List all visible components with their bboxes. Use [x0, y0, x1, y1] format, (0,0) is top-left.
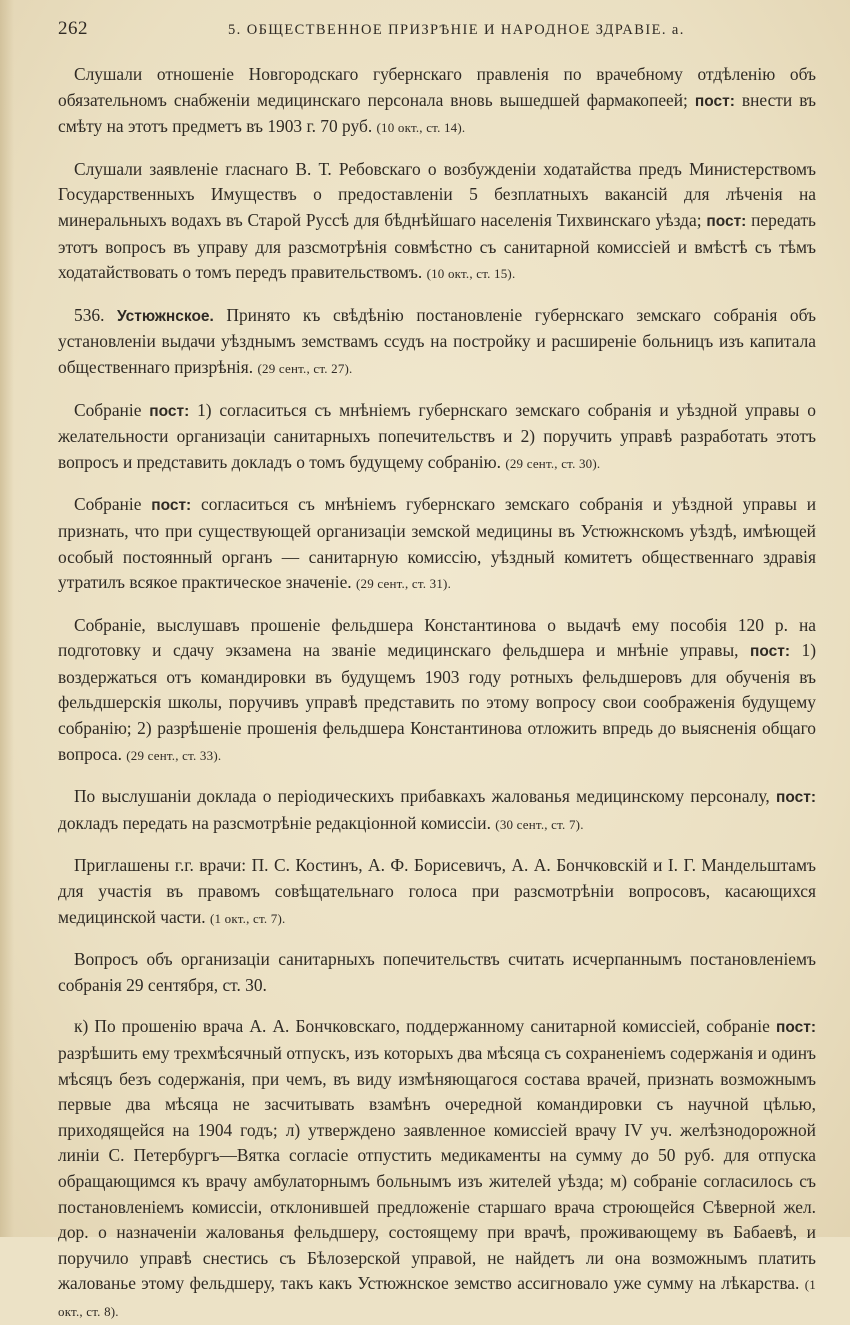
keyword: пост: — [706, 212, 747, 230]
paragraph-text: Вопросъ объ организаціи санитарныхъ попечительствъ считать исчерпаннымъ постановленіемъ собранія 29 сентября, ст. 30. — [58, 949, 816, 995]
paragraph-text: 536. — [74, 304, 118, 325]
keyword: пост: — [151, 497, 192, 515]
paragraph-text: передать этотъ вопросъ въ управу для разсмотрѣнія совмѣстно съ санитарной комиссіей и вмѣстѣ съ тѣмъ ходатайствовать о томъ передъ правительствомъ. — [58, 209, 816, 283]
paragraph-text: внести въ смѣту на этотъ предметъ въ 1903 г. 70 руб. — [58, 89, 816, 137]
paragraph — [58, 853, 816, 931]
paragraph — [58, 62, 816, 141]
paragraph-text: Собраніе — [74, 494, 152, 515]
session-reference: (29 сент., ст. 27). — [257, 360, 353, 376]
paragraph — [58, 398, 816, 477]
paragraph — [58, 303, 816, 382]
session-reference: (10 окт., ст. 15). — [426, 266, 516, 282]
paragraph — [58, 947, 816, 998]
keyword: пост: — [776, 1019, 816, 1037]
paragraph — [58, 492, 816, 596]
paragraph-text: По выслушаніи доклада о періодическихъ прибавкахъ жалованья медицинскому персоналу, — [74, 786, 776, 807]
paragraph-text: 1) воздержаться отъ командировки въ будущемъ 1903 году ротныхъ фельдшеровъ для обученія въ фельдшерскія школы, поручивъ управѣ представить по этому вопросу свои соображенія будущему собранію; 2) разрѣшеніе прошенія фельдшера Константинова отложить впредь до выясненія общаго вопроса. — [58, 640, 816, 764]
session-reference: (10 окт., ст. 14). — [376, 120, 466, 136]
session-reference: (29 сент., ст. 30). — [505, 455, 601, 471]
paragraph-text: Принято къ свѣдѣнію постановленіе губернскаго земскаго собранія объ установленіи выдачи уѣзднымъ земствамъ ссудъ на постройку и расширеніе больницъ изъ капитала общественнаго призрѣнія. — [58, 304, 817, 377]
document-body — [58, 62, 816, 1325]
paragraph-text: Приглашены г.г. врачи: П. С. Костинъ, А. Ф. Борисевичъ, А. А. Бончковскій и І. Г. Мандельштамъ для участія въ правомъ совѣщательнаго голоса при разсмотрѣніи вопросовъ, касающихся медицинской части. — [58, 855, 816, 927]
keyword: пост: — [776, 789, 816, 807]
keyword: пост: — [149, 402, 190, 420]
paragraph — [58, 1014, 816, 1324]
keyword: пост: — [750, 643, 791, 661]
paragraph-text: Собраніе — [74, 399, 150, 420]
paragraph-text: разрѣшить ему трехмѣсячный отпускъ, изъ которыхъ два мѣсяца съ сохраненіемъ содержанія и одинъ мѣсяцъ безъ содержанія, при чемъ, въ виду измѣняющагося состава врачей, признать возможнымъ первые два мѣсяца не засчитывать взамѣнъ очередной командировки съ научной цѣлью, приходящейся на 1904 годъ; л) утверждено заявленное комиссіей врачу IV уч. желѣзнодорожной линіи С. Петербургъ—Вятка согласіе отпустить медикаменты на сумму до 50 руб. для отпуска обращающимся къ врачу амбулаторнымъ больнымъ изъ жителей уѣзда; м) собраніе согласилось съ постановленіемъ комиссіи, отклонившей предложеніе старшаго врача строющейся Сѣверной жел. дор. о назначеніи жалованья фельдшеру, состоящему при врачѣ, проживающему въ Бабаевѣ, и поручило управѣ снестись съ Бѣлозерской управой, не найдетъ ли она возможнымъ платить жалованье этому фельдшеру, такъ какъ Устюжнское земство ассигновало уже сумму на лѣкарства. — [58, 1043, 816, 1294]
paragraph-text: Слушали отношеніе Новгородскаго губернскаго правленія по врачебному отдѣленію объ обязательномъ снабженіи медицинскаго персонала вновь вышедшей фармакопеей; — [58, 64, 816, 110]
paragraph-text: к) По прошенію врача А. А. Бончковскаго, поддержанному санитарной комиссіей, собраніе — [74, 1016, 776, 1037]
paragraph — [58, 784, 816, 837]
keyword: пост: — [694, 92, 735, 110]
paragraph-text: Собраніе, выслушавъ прошеніе фельдшера Константинова о выдачѣ ему пособія 120 р. на подготовку и сдачу экзамена на званіе медицинскаго фельдшера и мнѣніе управы, — [58, 614, 816, 661]
paragraph — [58, 157, 816, 287]
session-reference: (1 окт., ст. 7). — [210, 910, 286, 926]
paragraph-text: 1) согласиться съ мнѣніемъ губернскаго земскаго собранія и уѣздной управы о желательности организаціи санитарныхъ попечительствъ и 2) поручить управѣ разработать этотъ вопросъ и представить докладъ о томъ будущему собранію. — [58, 399, 817, 472]
paragraph-text: согласиться съ мнѣніемъ губернскаго земскаго собранія и уѣздной управы и признать, что при существующей организаціи земской медицины въ Устюжнскомъ уѣздѣ, имѣющей особый постоянный органъ — санитарную комиссію, уѣздный комитетъ общественнаго здравія утратилъ всякое практическое значеніе. — [58, 494, 816, 593]
running-title: 5. ОБЩЕСТВЕННОЕ ПРИЗРѢНІЕ И НАРОДНОЕ ЗДРАВІЕ. а. — [228, 22, 685, 38]
page-edge-shadow — [0, 0, 14, 1237]
session-reference: (1 окт., ст. 8). — [58, 1277, 816, 1319]
keyword: Устюжнское. — [117, 307, 214, 325]
page-header — [58, 18, 816, 48]
paragraph-text: Слушали заявленіе гласнаго В. Т. Ребовскаго о возбужденіи ходатайства предъ Министерствомъ Государственныхъ Имуществъ о предоставленіи 5 безплатныхъ вакансій для лѣченія на минеральныхъ водахъ въ Старой Руссѣ для бѣднѣйшаго населенія Тихвинскаго уѣзда; — [58, 158, 816, 230]
session-reference: (29 сент., ст. 31). — [355, 576, 452, 592]
paragraph-text: докладъ передать на разсмотрѣніе редакціонной комиссіи. — [58, 812, 496, 833]
paragraph — [58, 613, 816, 769]
session-reference: (30 сент., ст. 7). — [495, 816, 584, 832]
session-reference: (29 сент., ст. 33). — [126, 747, 222, 763]
page-number: 262 — [58, 18, 88, 39]
